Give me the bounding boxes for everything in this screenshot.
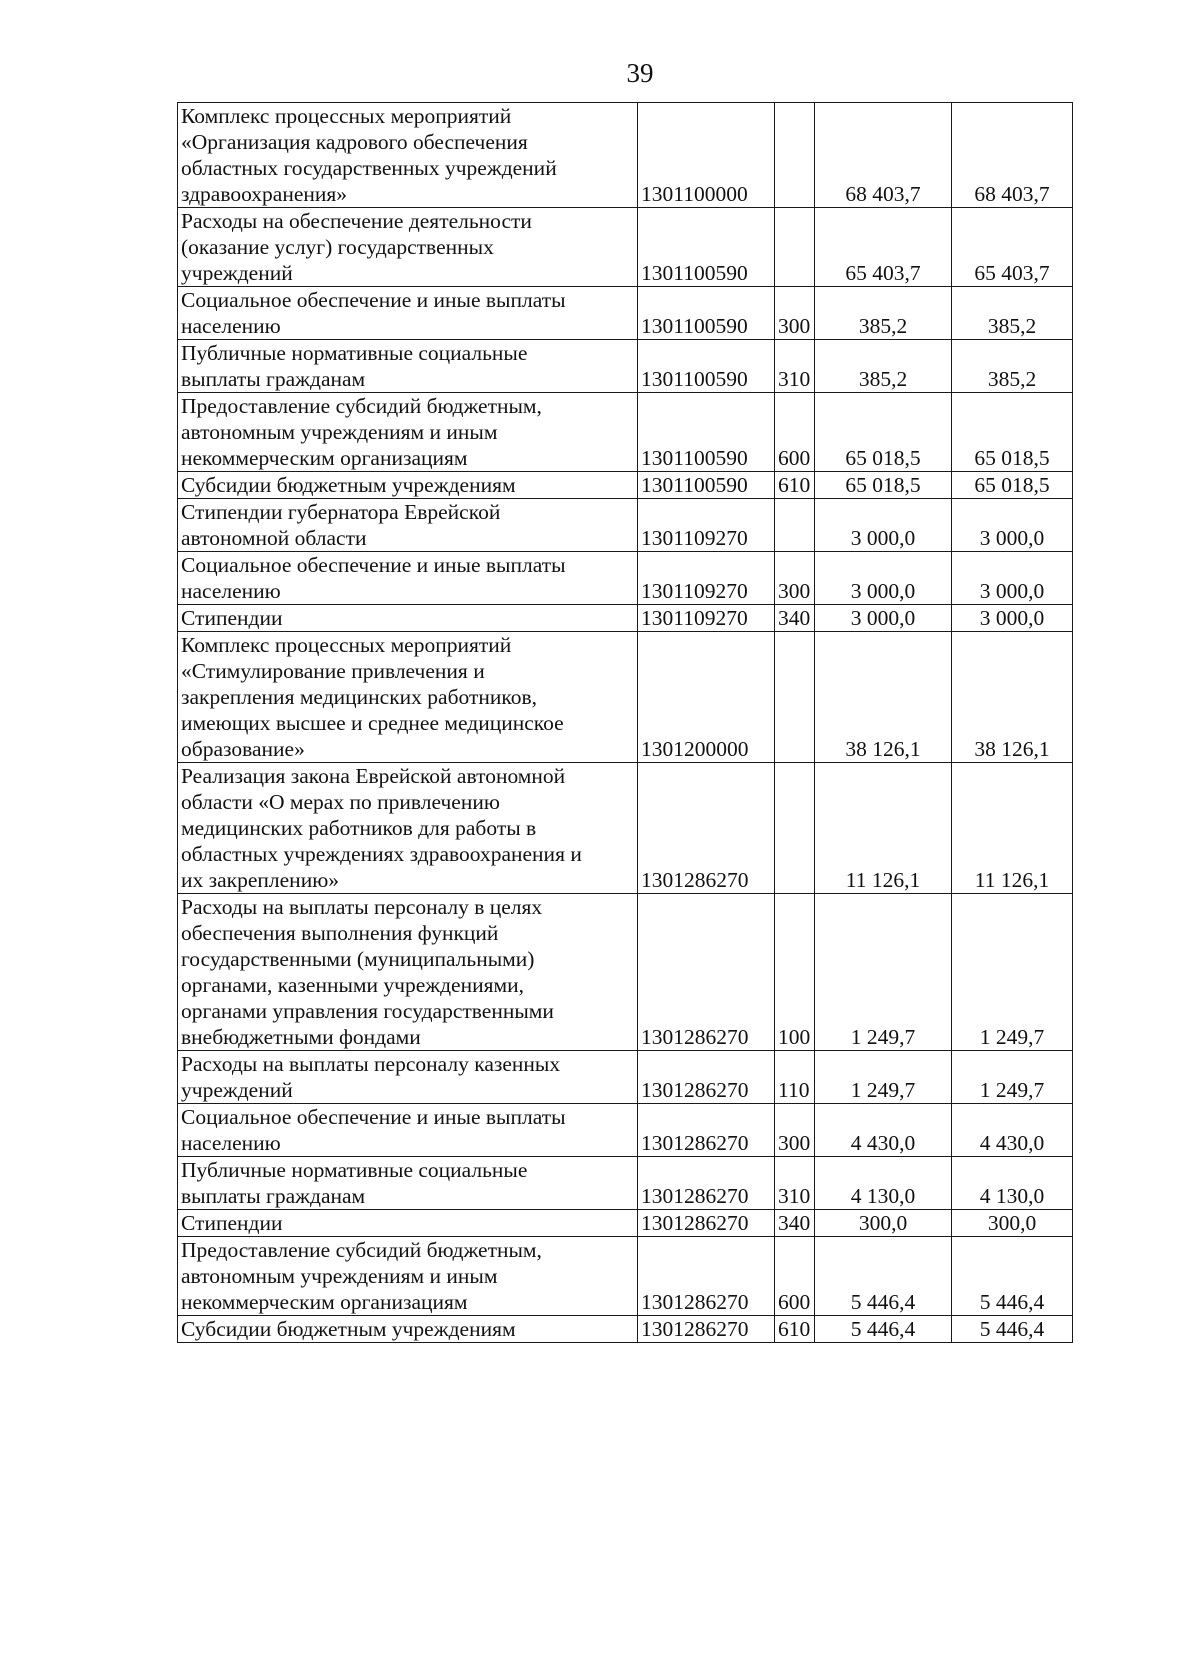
budget-table-body [178, 103, 1073, 1343]
table-row [178, 763, 1073, 894]
table-row [178, 103, 1073, 208]
target-code-cell: 1301286270 [638, 763, 775, 894]
amount-cell: 5 446,4 [952, 1316, 1073, 1343]
table-row [178, 287, 1073, 340]
target-code-cell: 1301109270 [638, 499, 775, 552]
amount-cell: 4 130,0 [952, 1157, 1073, 1210]
amount-cell: 385,2 [952, 287, 1073, 340]
expense-type-cell [775, 499, 815, 552]
expense-type-cell: 340 [775, 1210, 815, 1237]
expense-name-cell: Комплекс процессных мероприятий «Организация кадрового обеспечения областных государственных учреждений здравоохранения» [178, 103, 638, 208]
expense-type-cell: 310 [775, 1157, 815, 1210]
expense-type-cell [775, 208, 815, 287]
expense-name-cell: Расходы на выплаты персоналу казенных учреждений [178, 1051, 638, 1104]
amount-cell: 300,0 [815, 1210, 952, 1237]
amount-cell: 11 126,1 [952, 763, 1073, 894]
target-code-cell: 1301286270 [638, 1237, 775, 1316]
expense-name-cell: Субсидии бюджетным учреждениям [178, 1316, 638, 1343]
target-code-cell: 1301100000 [638, 103, 775, 208]
table-row [178, 393, 1073, 472]
amount-cell: 38 126,1 [952, 632, 1073, 763]
target-code-cell: 1301200000 [638, 632, 775, 763]
table-row [178, 1157, 1073, 1210]
amount-cell: 65 403,7 [815, 208, 952, 287]
expense-type-cell: 610 [775, 472, 815, 499]
target-code-cell: 1301286270 [638, 1051, 775, 1104]
table-row [178, 1316, 1073, 1343]
table-row [178, 1104, 1073, 1157]
amount-cell: 4 430,0 [952, 1104, 1073, 1157]
expense-type-cell: 300 [775, 287, 815, 340]
amount-cell: 5 446,4 [815, 1237, 952, 1316]
amount-cell: 385,2 [815, 287, 952, 340]
expense-name-cell: Расходы на обеспечение деятельности (оказание услуг) государственных учреждений [178, 208, 638, 287]
target-code-cell: 1301286270 [638, 894, 775, 1051]
table-row [178, 340, 1073, 393]
expense-name-cell: Расходы на выплаты персоналу в целях обеспечения выполнения функций государственными (муниципальными) органами, казенными учреждениями, органами управления государственными внебюджетными фондами [178, 894, 638, 1051]
expense-name-cell: Стипендии губернатора Еврейской автономной области [178, 499, 638, 552]
target-code-cell: 1301286270 [638, 1157, 775, 1210]
expense-name-cell: Реализация закона Еврейской автономной области «О мерах по привлечению медицинских работников для работы в областных учреждениях здравоохранения и их закреплению» [178, 763, 638, 894]
amount-cell: 4 430,0 [815, 1104, 952, 1157]
target-code-cell: 1301109270 [638, 552, 775, 605]
target-code-cell: 1301100590 [638, 472, 775, 499]
amount-cell: 65 018,5 [952, 472, 1073, 499]
expense-type-cell: 300 [775, 552, 815, 605]
amount-cell: 65 018,5 [952, 393, 1073, 472]
amount-cell: 3 000,0 [815, 552, 952, 605]
target-code-cell: 1301100590 [638, 287, 775, 340]
amount-cell: 65 018,5 [815, 472, 952, 499]
table-row [178, 605, 1073, 632]
expense-type-cell: 310 [775, 340, 815, 393]
target-code-cell: 1301286270 [638, 1210, 775, 1237]
expense-type-cell [775, 763, 815, 894]
expense-type-cell [775, 103, 815, 208]
amount-cell: 11 126,1 [815, 763, 952, 894]
amount-cell: 1 249,7 [815, 894, 952, 1051]
table-row [178, 894, 1073, 1051]
amount-cell: 300,0 [952, 1210, 1073, 1237]
target-code-cell: 1301109270 [638, 605, 775, 632]
amount-cell: 3 000,0 [815, 499, 952, 552]
expense-name-cell: Публичные нормативные социальные выплаты гражданам [178, 1157, 638, 1210]
page-number: 39 [626, 58, 654, 88]
amount-cell: 3 000,0 [815, 605, 952, 632]
expense-name-cell: Публичные нормативные социальные выплаты гражданам [178, 340, 638, 393]
expense-name-cell: Комплекс процессных мероприятий «Стимулирование привлечения и закрепления медицинских работников, имеющих высшее и среднее медицинское образование» [178, 632, 638, 763]
expense-type-cell [775, 632, 815, 763]
expense-type-cell: 610 [775, 1316, 815, 1343]
table-row [178, 472, 1073, 499]
expense-type-cell: 110 [775, 1051, 815, 1104]
amount-cell: 385,2 [952, 340, 1073, 393]
table-row [178, 1051, 1073, 1104]
expense-type-cell: 100 [775, 894, 815, 1051]
expense-name-cell: Социальное обеспечение и иные выплаты населению [178, 287, 638, 340]
amount-cell: 65 018,5 [815, 393, 952, 472]
target-code-cell: 1301286270 [638, 1104, 775, 1157]
expense-type-cell: 300 [775, 1104, 815, 1157]
table-row [178, 552, 1073, 605]
amount-cell: 1 249,7 [952, 1051, 1073, 1104]
table-row [178, 208, 1073, 287]
expense-type-cell: 600 [775, 393, 815, 472]
amount-cell: 3 000,0 [952, 552, 1073, 605]
table-row [178, 499, 1073, 552]
target-code-cell: 1301100590 [638, 393, 775, 472]
target-code-cell: 1301100590 [638, 340, 775, 393]
budget-table [177, 102, 1073, 1343]
expense-name-cell: Социальное обеспечение и иные выплаты населению [178, 1104, 638, 1157]
amount-cell: 3 000,0 [952, 605, 1073, 632]
target-code-cell: 1301100590 [638, 208, 775, 287]
expense-type-cell: 340 [775, 605, 815, 632]
amount-cell: 38 126,1 [815, 632, 952, 763]
table-row [178, 1237, 1073, 1316]
expense-type-cell: 600 [775, 1237, 815, 1316]
expense-name-cell: Стипендии [178, 605, 638, 632]
expense-name-cell: Предоставление субсидий бюджетным, автономным учреждениям и иным некоммерческим организациям [178, 1237, 638, 1316]
amount-cell: 1 249,7 [815, 1051, 952, 1104]
table-row [178, 632, 1073, 763]
amount-cell: 1 249,7 [952, 894, 1073, 1051]
amount-cell: 4 130,0 [815, 1157, 952, 1210]
amount-cell: 3 000,0 [952, 499, 1073, 552]
expense-name-cell: Предоставление субсидий бюджетным, автономным учреждениям и иным некоммерческим организациям [178, 393, 638, 472]
amount-cell: 5 446,4 [815, 1316, 952, 1343]
amount-cell: 5 446,4 [952, 1237, 1073, 1316]
amount-cell: 65 403,7 [952, 208, 1073, 287]
amount-cell: 385,2 [815, 340, 952, 393]
amount-cell: 68 403,7 [815, 103, 952, 208]
expense-name-cell: Стипендии [178, 1210, 638, 1237]
expense-name-cell: Субсидии бюджетным учреждениям [178, 472, 638, 499]
table-row [178, 1210, 1073, 1237]
expense-name-cell: Социальное обеспечение и иные выплаты населению [178, 552, 638, 605]
target-code-cell: 1301286270 [638, 1316, 775, 1343]
amount-cell: 68 403,7 [952, 103, 1073, 208]
